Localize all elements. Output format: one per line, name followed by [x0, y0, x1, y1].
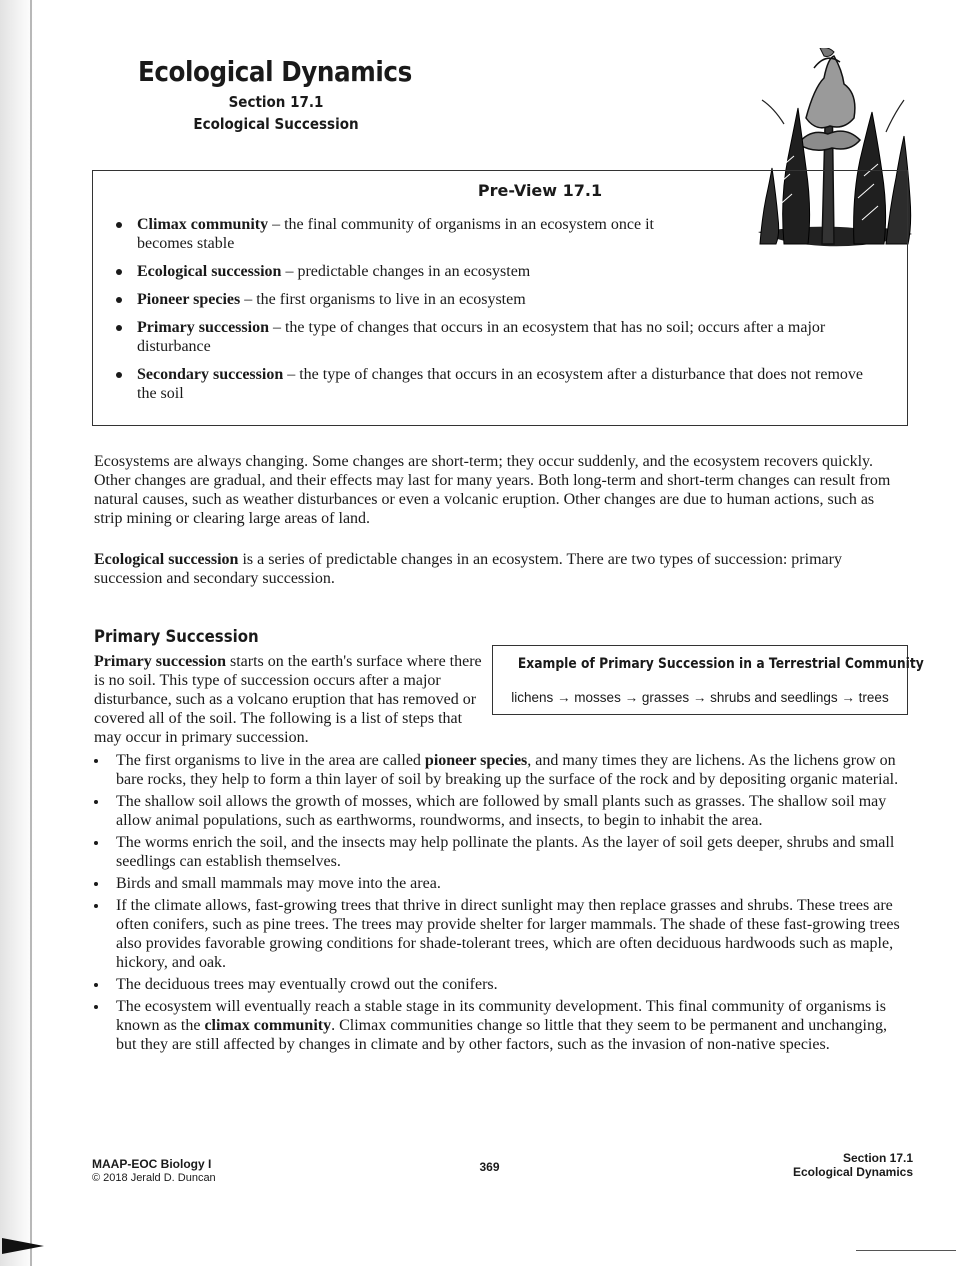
footer-section: Section 17.1 [842, 1151, 913, 1165]
course-name: MAAP-EOC Biology I [92, 1157, 212, 1171]
step-text: , and many times they are lichens. As the lichens grow on bare rocks, they help to form a thin layer of soil by breaking up the surface of the rock and by depositing organic material. [116, 752, 899, 788]
page-binding-shadow [0, 0, 34, 1266]
bold-term: climax community [204, 1017, 332, 1034]
preview-box [92, 170, 908, 426]
page-title: Ecological Dynamics [138, 55, 412, 88]
bold-term: Primary succession [94, 653, 226, 670]
primary-succession-intro [94, 652, 484, 747]
paragraph-text: starts on the earth's surface where there is no soil. This type of succession occurs after a major disturbance, such as a volcano eruption that has removed or covered all of the soil. The following is a list of steps that may occur in primary succession. [94, 653, 482, 746]
succession-definition-paragraph [94, 550, 906, 588]
preview-term-list [105, 215, 865, 412]
section-topic: Ecological Succession [193, 115, 359, 133]
list-item [105, 262, 865, 281]
step-text: The first organisms to live in the area are called [116, 752, 425, 769]
list-item: The deciduous trees may eventually crowd out the conifers. [90, 975, 910, 994]
primary-succession-heading: Primary Succession [94, 627, 259, 647]
preview-title: Pre-View 17.1 [477, 181, 603, 200]
list-item: Birds and small mammals may move into the area. [90, 874, 910, 893]
definition: – the type of changes that occurs in an ecosystem after a disturbance that does not remove the soil [137, 366, 864, 402]
bold-term: Ecological succession [94, 551, 239, 568]
step-text: The ecosystem will eventually reach a stable stage in its community development. This final community of organisms is known as the [116, 998, 886, 1034]
term-ecological-succession: Ecological succession [137, 263, 282, 280]
example-title: Example of Primary Succession in a Terrestrial Community [517, 656, 924, 672]
term-climax-community: Climax community [137, 216, 269, 233]
term-primary-succession: Primary succession [137, 319, 269, 336]
footer-chapter: Ecological Dynamics [792, 1165, 913, 1179]
page-corner-arrow [2, 1238, 44, 1254]
list-item [105, 365, 867, 403]
example-box [492, 645, 924, 715]
paragraph-text: is a series of predictable changes in an ecosystem. There are two types of succession: primary succession and secondary succession. [94, 551, 842, 587]
primary-succession-steps [90, 751, 910, 1057]
step-text: . Climax communities change so little that they seem to be permanent and unchanging, but they are still affected by changes in climate and by other factors, such as the invasion of non-native species. [116, 1017, 887, 1053]
bottom-rule [856, 1250, 956, 1251]
bold-term: pioneer species [424, 752, 528, 769]
binding-edge [30, 0, 32, 1266]
list-item [105, 318, 837, 356]
list-item: The shallow soil allows the growth of mosses, which are followed by small plants such as grasses. The shallow soil may allow animal populations, such as earthworms, roundworms, and insects, to begin to inhabit the area. [90, 792, 910, 830]
list-item: The worms enrich the soil, and the insects may help pollinate the plants. As the layer of soil gets deeper, shrubs and small seedlings can establish themselves. [90, 833, 910, 871]
definition: – predictable changes in an ecosystem [281, 263, 531, 280]
list-item [90, 751, 910, 789]
term-secondary-succession: Secondary succession [137, 366, 284, 383]
term-pioneer-species: Pioneer species [137, 291, 241, 308]
definition: – the first organisms to live in an ecosystem [240, 291, 526, 308]
succession-sequence: lichens → mosses → grasses → shrubs and seedlings → trees [511, 690, 889, 705]
list-item [90, 997, 910, 1054]
intro-paragraph: Ecosystems are always changing. Some changes are short-term; they occur suddenly, and the ecosystem recovers quickly. Other changes are gradual, and their effects may last for many years. Both long-term and short-term changes can result from natural causes, such as weather disturbances or even a volcanic eruption. Other changes are due to human actions, such as strip mining or clearing large areas of land. [94, 453, 891, 527]
section-number: Section 17.1 [228, 93, 324, 111]
copyright: © 2018 Jerald D. Duncan [92, 1172, 216, 1184]
definition: – the final community of organisms in an ecosystem once it becomes stable [137, 216, 654, 252]
list-item: If the climate allows, fast-growing trees that thrive in direct sunlight may then replace grasses and shrubs. These trees are often conifers, such as pine trees. The trees may provide shelter for larger mammals. The shade of these fast-growing trees also provides favorable growing conditions for shade-tolerant trees, which are often deciduous hardwoods such as maple, hickory, and oak. [90, 896, 910, 972]
definition: – the type of changes that occurs in an ecosystem that has no soil; occurs after a major disturbance [137, 319, 826, 355]
page-number: 369 [479, 1160, 500, 1174]
list-item [105, 215, 697, 253]
footer-section-info [793, 1151, 913, 1179]
list-item [105, 290, 865, 309]
